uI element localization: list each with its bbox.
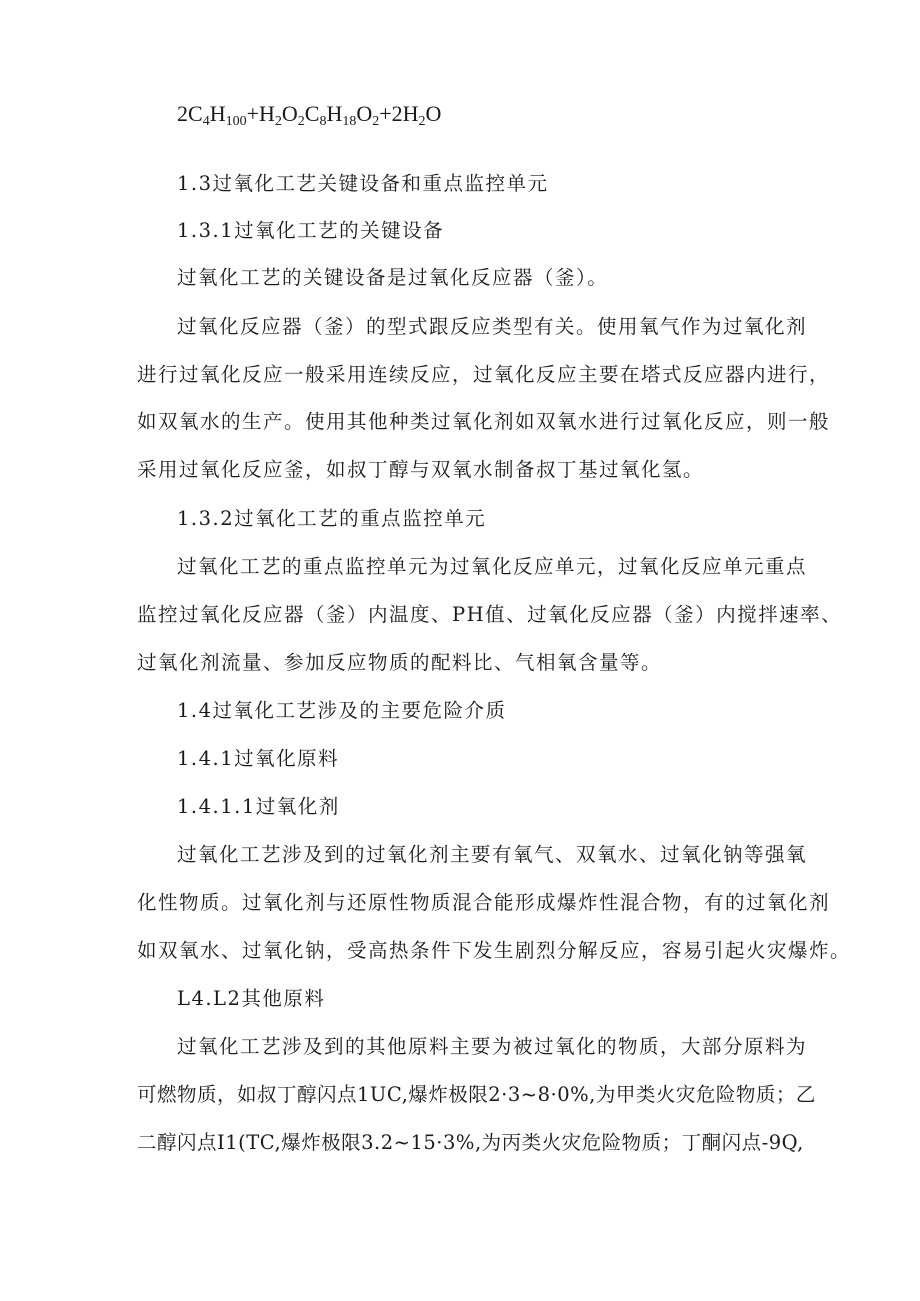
formula-subscript: 18	[342, 114, 357, 129]
section-heading-1-4: 1.4过氧化工艺涉及的主要危险介质	[177, 699, 507, 722]
paragraph-line: 如双氧水、过氧化钠，受高热条件下发生剧烈分解反应，容易引起火灾爆炸。	[137, 939, 852, 962]
formula-subscript: 2	[372, 114, 380, 129]
paragraph-line: 过氧化工艺涉及到的过氧化剂主要有氧气、双氧水、过氧化钠等强氧	[177, 843, 808, 866]
formula-text: +2H	[379, 101, 419, 126]
paragraph-line: 可燃物质，如叔丁醇闪点1UC,爆炸极限2·3~8·0%,为甲类火灾危险物质；乙	[137, 1083, 816, 1106]
formula-subscript: 8	[319, 114, 327, 129]
subsection-heading-1-4-1: 1.4.1过氧化原料	[177, 747, 340, 770]
formula-text: C	[304, 101, 320, 126]
formula-text: +H	[246, 101, 275, 126]
paragraph-line: 进行过氧化反应一般采用连续反应，过氧化反应主要在塔式反应器内进行，	[137, 363, 831, 386]
paragraph-line: 过氧化工艺涉及到的其他原料主要为被过氧化的物质，大部分原料为	[177, 1035, 808, 1058]
formula-subscript: 2	[274, 114, 282, 129]
formula-text: H	[209, 101, 226, 126]
subsection-heading-1-3-2: 1.3.2过氧化工艺的重点监控单元	[177, 507, 487, 530]
paragraph-line: 过氧化工艺的关键设备是过氧化反应器（釜）。	[177, 266, 609, 289]
formula-text: H	[326, 101, 343, 126]
formula-text: O	[281, 101, 298, 126]
formula-text: O	[425, 101, 442, 126]
paragraph-line: 监控过氧化反应器（釜）内温度、PH值、过氧化反应器（釜）内搅拌速率、	[137, 603, 843, 626]
paragraph-line: 过氧化反应器（釜）的型式跟反应类型有关。使用氧气作为过氧化剂	[177, 315, 808, 338]
chemical-equation	[177, 99, 441, 129]
paragraph-line: 化性物质。过氧化剂与还原性物质混合能形成爆炸性混合物，有的过氧化剂	[137, 891, 831, 914]
formula-text: O	[356, 101, 373, 126]
paragraph-line: 采用过氧化反应釜，如叔丁醇与双氧水制备叔丁基过氧化氢。	[137, 458, 705, 481]
subsection-heading-1-4-1-1: 1.4.1.1过氧化剂	[177, 795, 340, 818]
paragraph-line: 如双氧水的生产。使用其他种类过氧化剂如双氧水进行过氧化反应，则一般	[137, 410, 831, 433]
formula-subscript: 4	[202, 114, 210, 129]
paragraph-line: 二醇闪点I1(TC,爆炸极限3.2~15·3%,为丙类火灾危险物质；丁酮闪点-9Q,	[137, 1131, 804, 1154]
formula-subscript: 100	[225, 114, 247, 129]
section-heading-1-3: 1.3过氧化工艺关键设备和重点监控单元	[177, 172, 549, 195]
paragraph-line: 过氧化剂流量、参加反应物质的配料比、气相氧含量等。	[137, 651, 663, 674]
subsection-heading-1-3-1: 1.3.1过氧化工艺的关键设备	[177, 219, 445, 242]
formula-subscript: 2	[297, 114, 305, 129]
subsection-heading-1-4-1-2: L4.L2其他原料	[177, 987, 326, 1010]
paragraph-line: 过氧化工艺的重点监控单元为过氧化反应单元，过氧化反应单元重点	[177, 555, 808, 578]
formula-text: 2C	[177, 101, 203, 126]
formula-subscript: 2	[418, 114, 426, 129]
